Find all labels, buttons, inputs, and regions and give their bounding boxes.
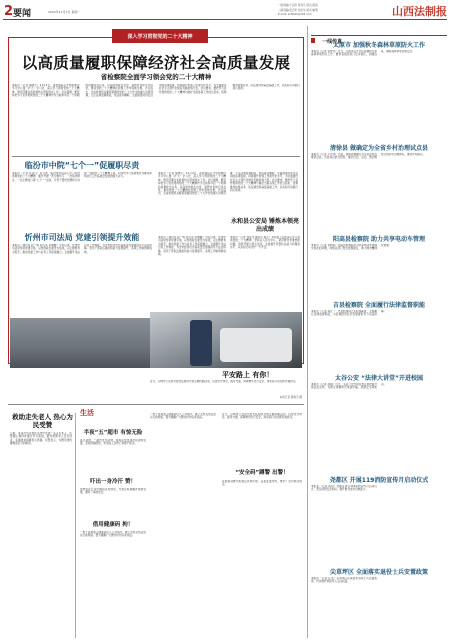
article-body: 本报讯（通讯员 赵一鸣 谭元亮 李增鹏）今年以来，忻州市司法局坚持党建引领，以党的政治建设为统领，以主题教育为抓手，推动党建工作与业务工作深度融合，全面提升司法行政工作效能，为全市经济社会高质量发展提供有力法治保障。党员干部队伍素质和能力显著提升，各项工作取得新成效。 — [12, 244, 152, 254]
brief-body: 本报讯（记者 孙强）近日，太谷公安分局民警走进校园开展法治宣传，为师生讲解防范电信诈骗、校园安全等知识。 — [311, 383, 387, 390]
article-title: 吓出一身冷汗 赞！ — [90, 479, 136, 485]
newspaper-logo: 山西法制报 — [392, 5, 447, 18]
page-number: 2 — [4, 4, 14, 19]
right-header — [311, 28, 447, 45]
photo-caption-title: 平安路上 有你！ — [222, 371, 274, 379]
article-title: 忻州市司法局 党建引领提升效能 — [24, 233, 140, 242]
brief-title: 尖草坪区 全面落实退役士兵安置政策 — [329, 569, 429, 576]
column-divider — [307, 26, 308, 638]
officer-figure — [190, 320, 212, 366]
email-line: E-mail: sxfzbbk@163.com — [278, 13, 312, 16]
brief-title: 太原市 加强秋冬森林草原防火工作 — [332, 42, 426, 49]
vehicle-shape — [220, 328, 292, 362]
bottom-col-2 — [80, 430, 146, 601]
article-body: 近日，运城市公安局交警支队组织开展主题执勤活动，民警坚守岗位，疏导交通，保障群众出行安全，用实际行动诠释忠诚担当。 — [222, 413, 302, 420]
article-body: 一男子借用他人健康码出入公共场所，被公安机关依法处以行政拘留。警方提醒广大群众切勿以身试法。 — [80, 531, 146, 538]
article-body: 本报讯（记者 刘彦龙 通讯员 葛玉）永和县公安局深入学习贯彻党的二十大精神，坚持以人民为中心，紧盯群众急难愁盼问题，持续开展大练兵活动，全面提升民警执法能力和服务水平，以实际行动守护一方平安。 — [230, 236, 300, 250]
masthead-rule — [3, 19, 447, 20]
bottom-col-1 — [10, 413, 76, 638]
brief-title: 清徐县 做确定为全省乡村治理试点县 — [329, 145, 429, 152]
lead-body: 本报讯（记者 郝晓宇）11月4日，省检察院召开党组理论学习中心组（扩大）学习会，深入学习贯彻党的二十大精神，研究部署全省检察机关贯彻落实工作。会议强调，要坚持把学习宣传贯彻党的二十大精神作为当前和今后一个时期的首要政治任务，以高度的政治自觉、思想自觉和行动自觉，推动党的二十大精神在检察工作中落地生根。会议指出，全省检察机关要紧紧围绕党的二十大作出的重大决策部署，立足法律监督职能，依法能动履职，全面加强对诉讼活动的法律监督，持续提升检察工作现代化水平，为全面建设社会主义现代化国家贡献检察力量。会议要求，要把学习宣传贯彻党的二十大精神与做好当前各项工作结合起来，统筹推进检察业务、队伍建设和基层基础工作，以实际行动践行初心使命。 — [12, 84, 300, 98]
article-title: 永和县公安局 锤炼本领亮出成绩 — [230, 218, 300, 233]
banner: 深入学习贯彻党的二十大精神 — [112, 29, 208, 43]
brief-body: 本报讯（记者 杨红一）吉县检察院立足检察职能，全面履行法律监督职能，为县域经济社会发展提供有力司法保障。 — [311, 310, 387, 317]
brief-title: 尧都区 开展119消防宣传月启动仪式 — [329, 477, 429, 484]
article-body: 民警接到群众报警后迅速出警，妥善处置纠纷，维护了社会秩序稳定。 — [222, 480, 302, 487]
brief-body: 本报讯（记者 杨阳）尧都区举行119消防宣传月启动仪式，普及消防安全知识，提升群众自防自救能力。 — [311, 485, 377, 492]
article-body: 日前，某派出所民警在巡逻中发现一名走失老人，民警耐心询问并通过多方查找，最终帮助老人安全回家，家属送来锦旗表示感谢。民警表示，为群众排忧解难是应尽的职责。 — [10, 432, 72, 446]
masthead — [0, 0, 450, 22]
article-title: 临汾市中院“七个一”促履职尽责 — [24, 161, 140, 170]
editor-line-2: 二版责编/吴志军 刘志华 版式/崔明 — [278, 9, 318, 12]
article-body: 某日凌晨，一超市发生险情，值班民警迅速赶到现场处置，及时排除隐患，未造成人员伤亡和财产损失。 — [80, 439, 146, 446]
right-header-title: 一线传真 — [322, 39, 343, 45]
divider — [12, 156, 300, 157]
brief-title: 太谷公安 “法律大讲堂”开进校园 — [335, 375, 423, 382]
article-title: 救助走失老人 热心为民受赞 — [12, 413, 73, 429]
brief-body: 本报讯（记者 张梦杰）近日，太原市召开会议部署秋冬季森林草原防火工作，要求各级各部门压实责任，加强巡查，确保森林草原资源安全。 — [311, 50, 415, 57]
lead-title: 以高质量履职保障经济社会高质量发展 — [21, 54, 291, 72]
news-photo — [10, 318, 150, 368]
divider — [8, 404, 304, 405]
lead-continued: 本报讯（记者 郝晓宇）11月4日，省检察院召开党组理论学习中心组（扩大）学习会，深入学习贯彻党的二十大精神，研究部署全省检察机关贯彻落实工作。会议强调，要坚持把学习宣传贯彻党的二十大精神作为当前和今后一个时期的首要政治任务，以高度的政治自觉、思想自觉和行动自觉，推动党的二十大精神在检察工作中落地生根。会议指出，全省检察机关要紧紧围绕党的二十大作出的重大决策部署，立足法律监督职能，依法能动履职，全面加强对诉讼活动的法律监督，持续提升检察工作现代化水平，为全面建设社会主义现代化国家贡献检察力量。会议要求，要把学习宣传贯彻党的二十大精神与做好当前各项工作结合起来，统筹推进检察业务、队伍建设和基层基础工作，以实际行动践行初心使命。 — [158, 172, 298, 196]
article-body: 一男子借用他人健康码出入公共场所，被公安机关依法处以行政拘留。警方提醒广大群众切勿以身试法。 — [150, 413, 216, 420]
article-title: “安全码”蹲警 出警！ — [235, 470, 289, 476]
life-tag: 生活 — [80, 409, 94, 417]
issue-date: 2022年11月7日 星期一 — [48, 10, 81, 14]
bottom-col-4 — [222, 470, 302, 630]
lead-subtitle: 省检察院全面学习领会党的二十大精神 — [100, 73, 212, 81]
brief-body: 本报讯（记者 李晓东）阳高县检察院针对共享电动车管理中存在的问题，向相关部门发出检察建议，助力城市精细化管理。 — [311, 244, 392, 251]
section-name: 要闻 — [13, 9, 32, 19]
article-body-continued: 本报讯（通讯员 赵一鸣 谭元亮 李增鹏）今年以来，忻州市司法局坚持党建引领，以党的政治建设为统领，以主题教育为抓手，推动党建工作与业务工作深度融合，全面提升司法行政工作效能，为全市经济社会高质量发展提供有力法治保障。党员干部队伍素质和能力显著提升，各项工作取得新成效。 — [158, 236, 226, 257]
photo-caption-body: 近日，运城市公安局交警支队组织开展主题执勤活动，民警坚守岗位，疏导交通，保障群众出行安全，用实际行动诠释忠诚担当。 — [150, 380, 298, 383]
police-photo — [150, 312, 302, 368]
bottom-col-3 — [150, 413, 216, 638]
article-title: 半夜“五”超市 有惊无险 — [83, 430, 143, 436]
article-body: 驾驶员在行车中遇到突发情况，交警及时提醒并帮助处理，避免了事故发生。 — [80, 488, 146, 495]
editor-line-1: 一版责编/于宗泽 贾亦凡 版式/苗雨 — [278, 4, 318, 7]
brief-body: 本报讯（记者 卢志伟）日前，清徐县被确定为全省乡村治理试点县。该县将以此为契机，健全自治、法治、德治相结合的乡村治理体系，推动乡村振兴。 — [311, 153, 426, 160]
article-body: 本报讯（记者 张亚红）连日来，临汾市中院深入学习宣传贯彻党的二十大精神，通过开展一次专题学习、一次集中研讨、一次主题党日等“七个一”活动，引导干警把思想和行动统一到党的二十大精神上来，切实把学习成果转化为推动审判执行工作高质量发展的强大动力。 — [12, 172, 152, 182]
photo-credit: 本报记者 郝晓宇 摄 — [279, 396, 302, 399]
brief-title: 阳高县检察院 助力共享电动车管理 — [332, 236, 426, 243]
brief-body: 本报讯（记者 任杰）尖草坪区认真落实退役士兵安置政策，切实维护退役军人合法权益。 — [311, 577, 377, 584]
article-title: 借用健康码 拘！ — [92, 522, 134, 528]
brief-title: 吉县检察院 全面履行法律监督职能 — [332, 302, 426, 309]
